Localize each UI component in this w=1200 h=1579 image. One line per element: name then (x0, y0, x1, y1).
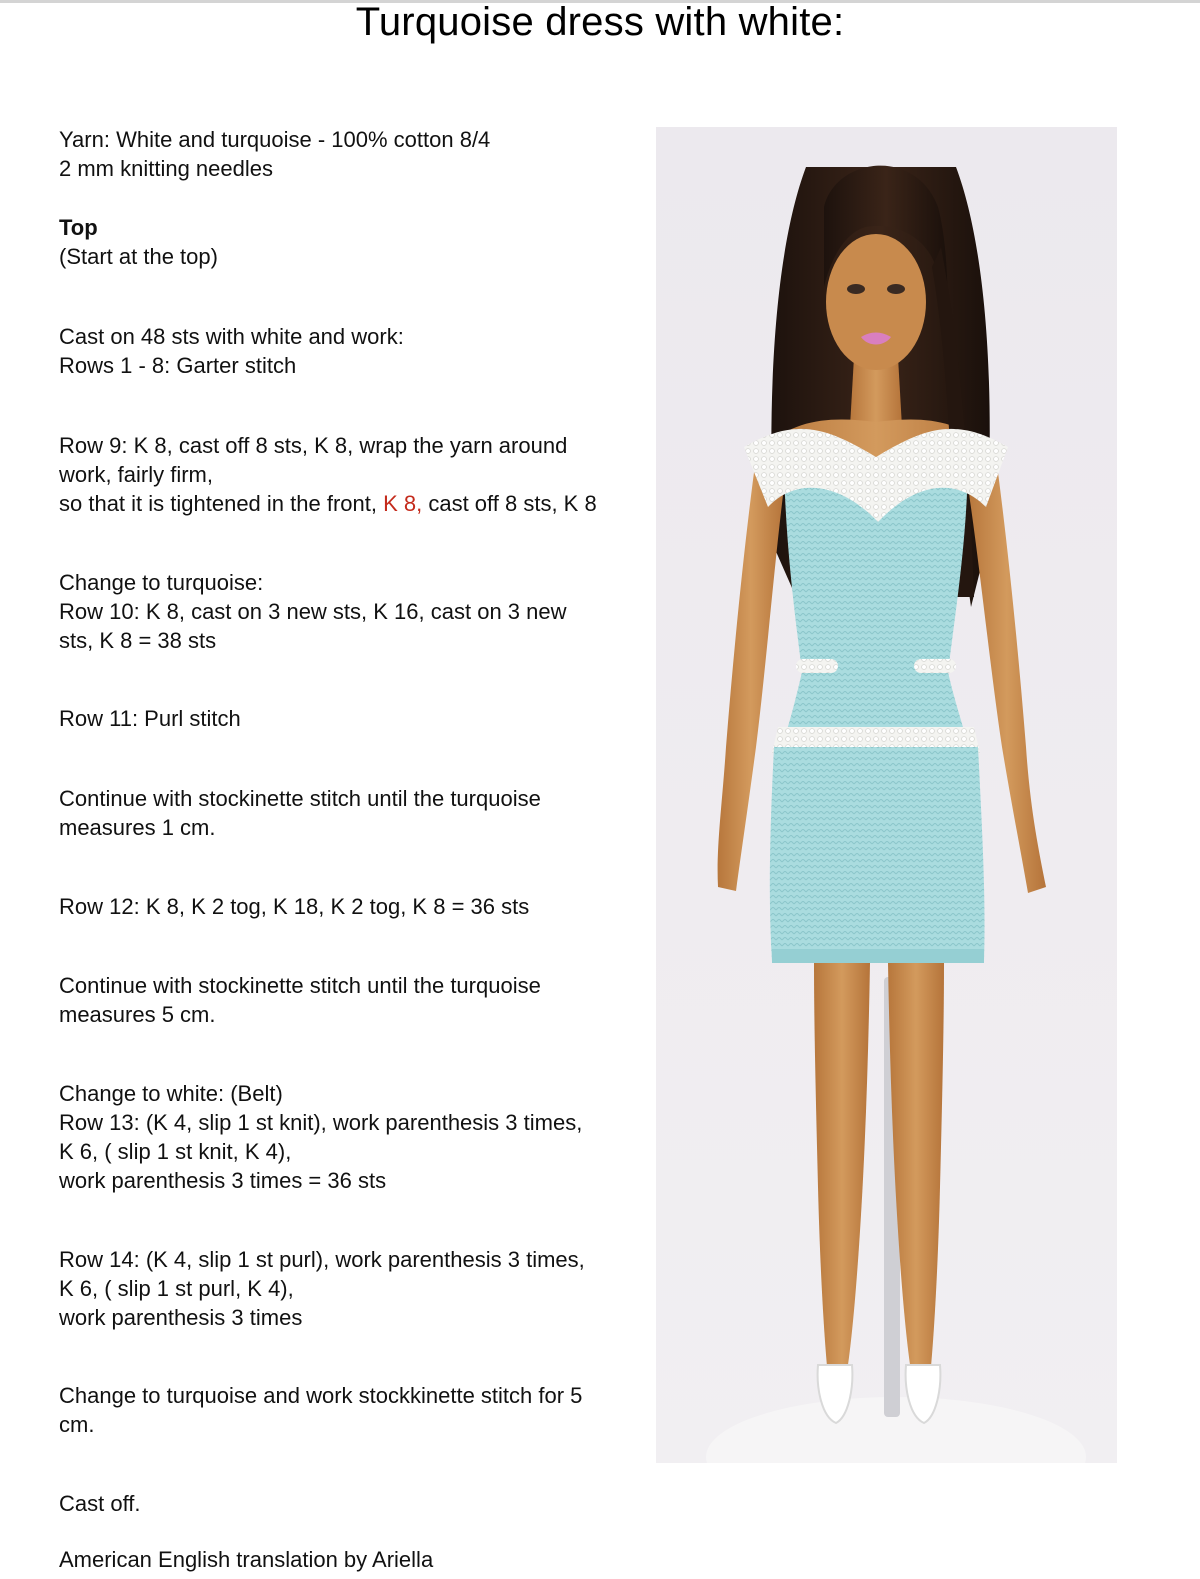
top-note: (Start at the top) (59, 244, 218, 269)
continue-1cm-line-2: measures 1 cm. (59, 815, 216, 840)
dress-skirt (770, 747, 985, 962)
skirt-hem (772, 949, 984, 963)
cast-off-section (59, 1489, 659, 1518)
cast-on-line: Cast on 48 sts with white and work: (59, 324, 404, 349)
change-turquoise-line: Change to turquoise: (59, 570, 264, 595)
top-heading: Top (59, 215, 98, 240)
row-13-section (59, 1079, 659, 1195)
change-white-belt-line: Change to white: (Belt) (59, 1081, 283, 1106)
row-9-section (59, 431, 659, 518)
row-10-section (59, 568, 659, 655)
row-9-line-3-start: so that it is tightened in the front, (59, 491, 384, 516)
row-10-line-1: Row 10: K 8, cast on 3 new sts, K 16, cast on 3 new (59, 599, 567, 624)
left-leg (814, 963, 870, 1377)
waist-tab-left (796, 659, 838, 673)
rows-1-8-line: Rows 1 - 8: Garter stitch (59, 353, 297, 378)
continue-1cm-section (59, 784, 659, 842)
skirt-line-1: Change to turquoise and work stockkinette stitch for 5 (59, 1383, 583, 1408)
needles-line: 2 mm knitting needles (59, 156, 273, 181)
yarn-line: Yarn: White and turquoise - 100% cotton 8/4 (59, 127, 491, 152)
row-14-line-2: K 6, ( slip 1 st purl, K 4), (59, 1276, 294, 1301)
doll-photo (656, 127, 1117, 1463)
waist-tab-right (914, 659, 956, 673)
row-14-section (59, 1245, 659, 1332)
translation-credit: American English translation by Ariella (59, 1547, 434, 1572)
row-13-line-2: K 6, ( slip 1 st knit, K 4), (59, 1139, 292, 1164)
row-14-line-3: work parenthesis 3 times (59, 1305, 303, 1330)
row-9-line-3-end: cast off 8 sts, K 8 (422, 491, 597, 516)
row-13-line-3: work parenthesis 3 times = 36 sts (59, 1168, 387, 1193)
cast-off-line: Cast off. (59, 1491, 141, 1516)
continue-5cm-section (59, 971, 659, 1029)
continue-1cm-line-1: Continue with stockinette stitch until the turquoise (59, 786, 541, 811)
top-section (59, 213, 659, 271)
right-eye (887, 284, 905, 294)
continue-5cm-line-2: measures 5 cm. (59, 1002, 216, 1027)
materials-section (59, 125, 659, 183)
face (826, 234, 926, 370)
row-14-line-1: Row 14: (K 4, slip 1 st purl), work parenthesis 3 times, (59, 1247, 585, 1272)
row-11-line: Row 11: Purl stitch (59, 706, 241, 731)
skirt-line-2: cm. (59, 1412, 95, 1437)
row-9-highlight: K 8, (383, 491, 423, 516)
row-11-section (59, 704, 659, 733)
row-12-section (59, 892, 659, 921)
row-12-line: Row 12: K 8, K 2 tog, K 18, K 2 tog, K 8 = 36 sts (59, 894, 530, 919)
cast-on-section (59, 322, 659, 380)
credit-section (59, 1545, 659, 1574)
row-10-line-2: sts, K 8 = 38 sts (59, 628, 217, 653)
row-9-line-2: work, fairly firm, (59, 462, 213, 487)
row-13-line-1: Row 13: (K 4, slip 1 st knit), work parenthesis 3 times, (59, 1110, 583, 1135)
continue-5cm-line-1: Continue with stockinette stitch until the turquoise (59, 973, 541, 998)
row-9-line-3 (59, 489, 659, 518)
page-title: Turquoise dress with white: (355, 0, 845, 44)
row-9-line-1: Row 9: K 8, cast off 8 sts, K 8, wrap the yarn around (59, 433, 568, 458)
left-eye (847, 284, 865, 294)
skirt-section (59, 1381, 659, 1439)
doll-illustration (656, 127, 1117, 1463)
